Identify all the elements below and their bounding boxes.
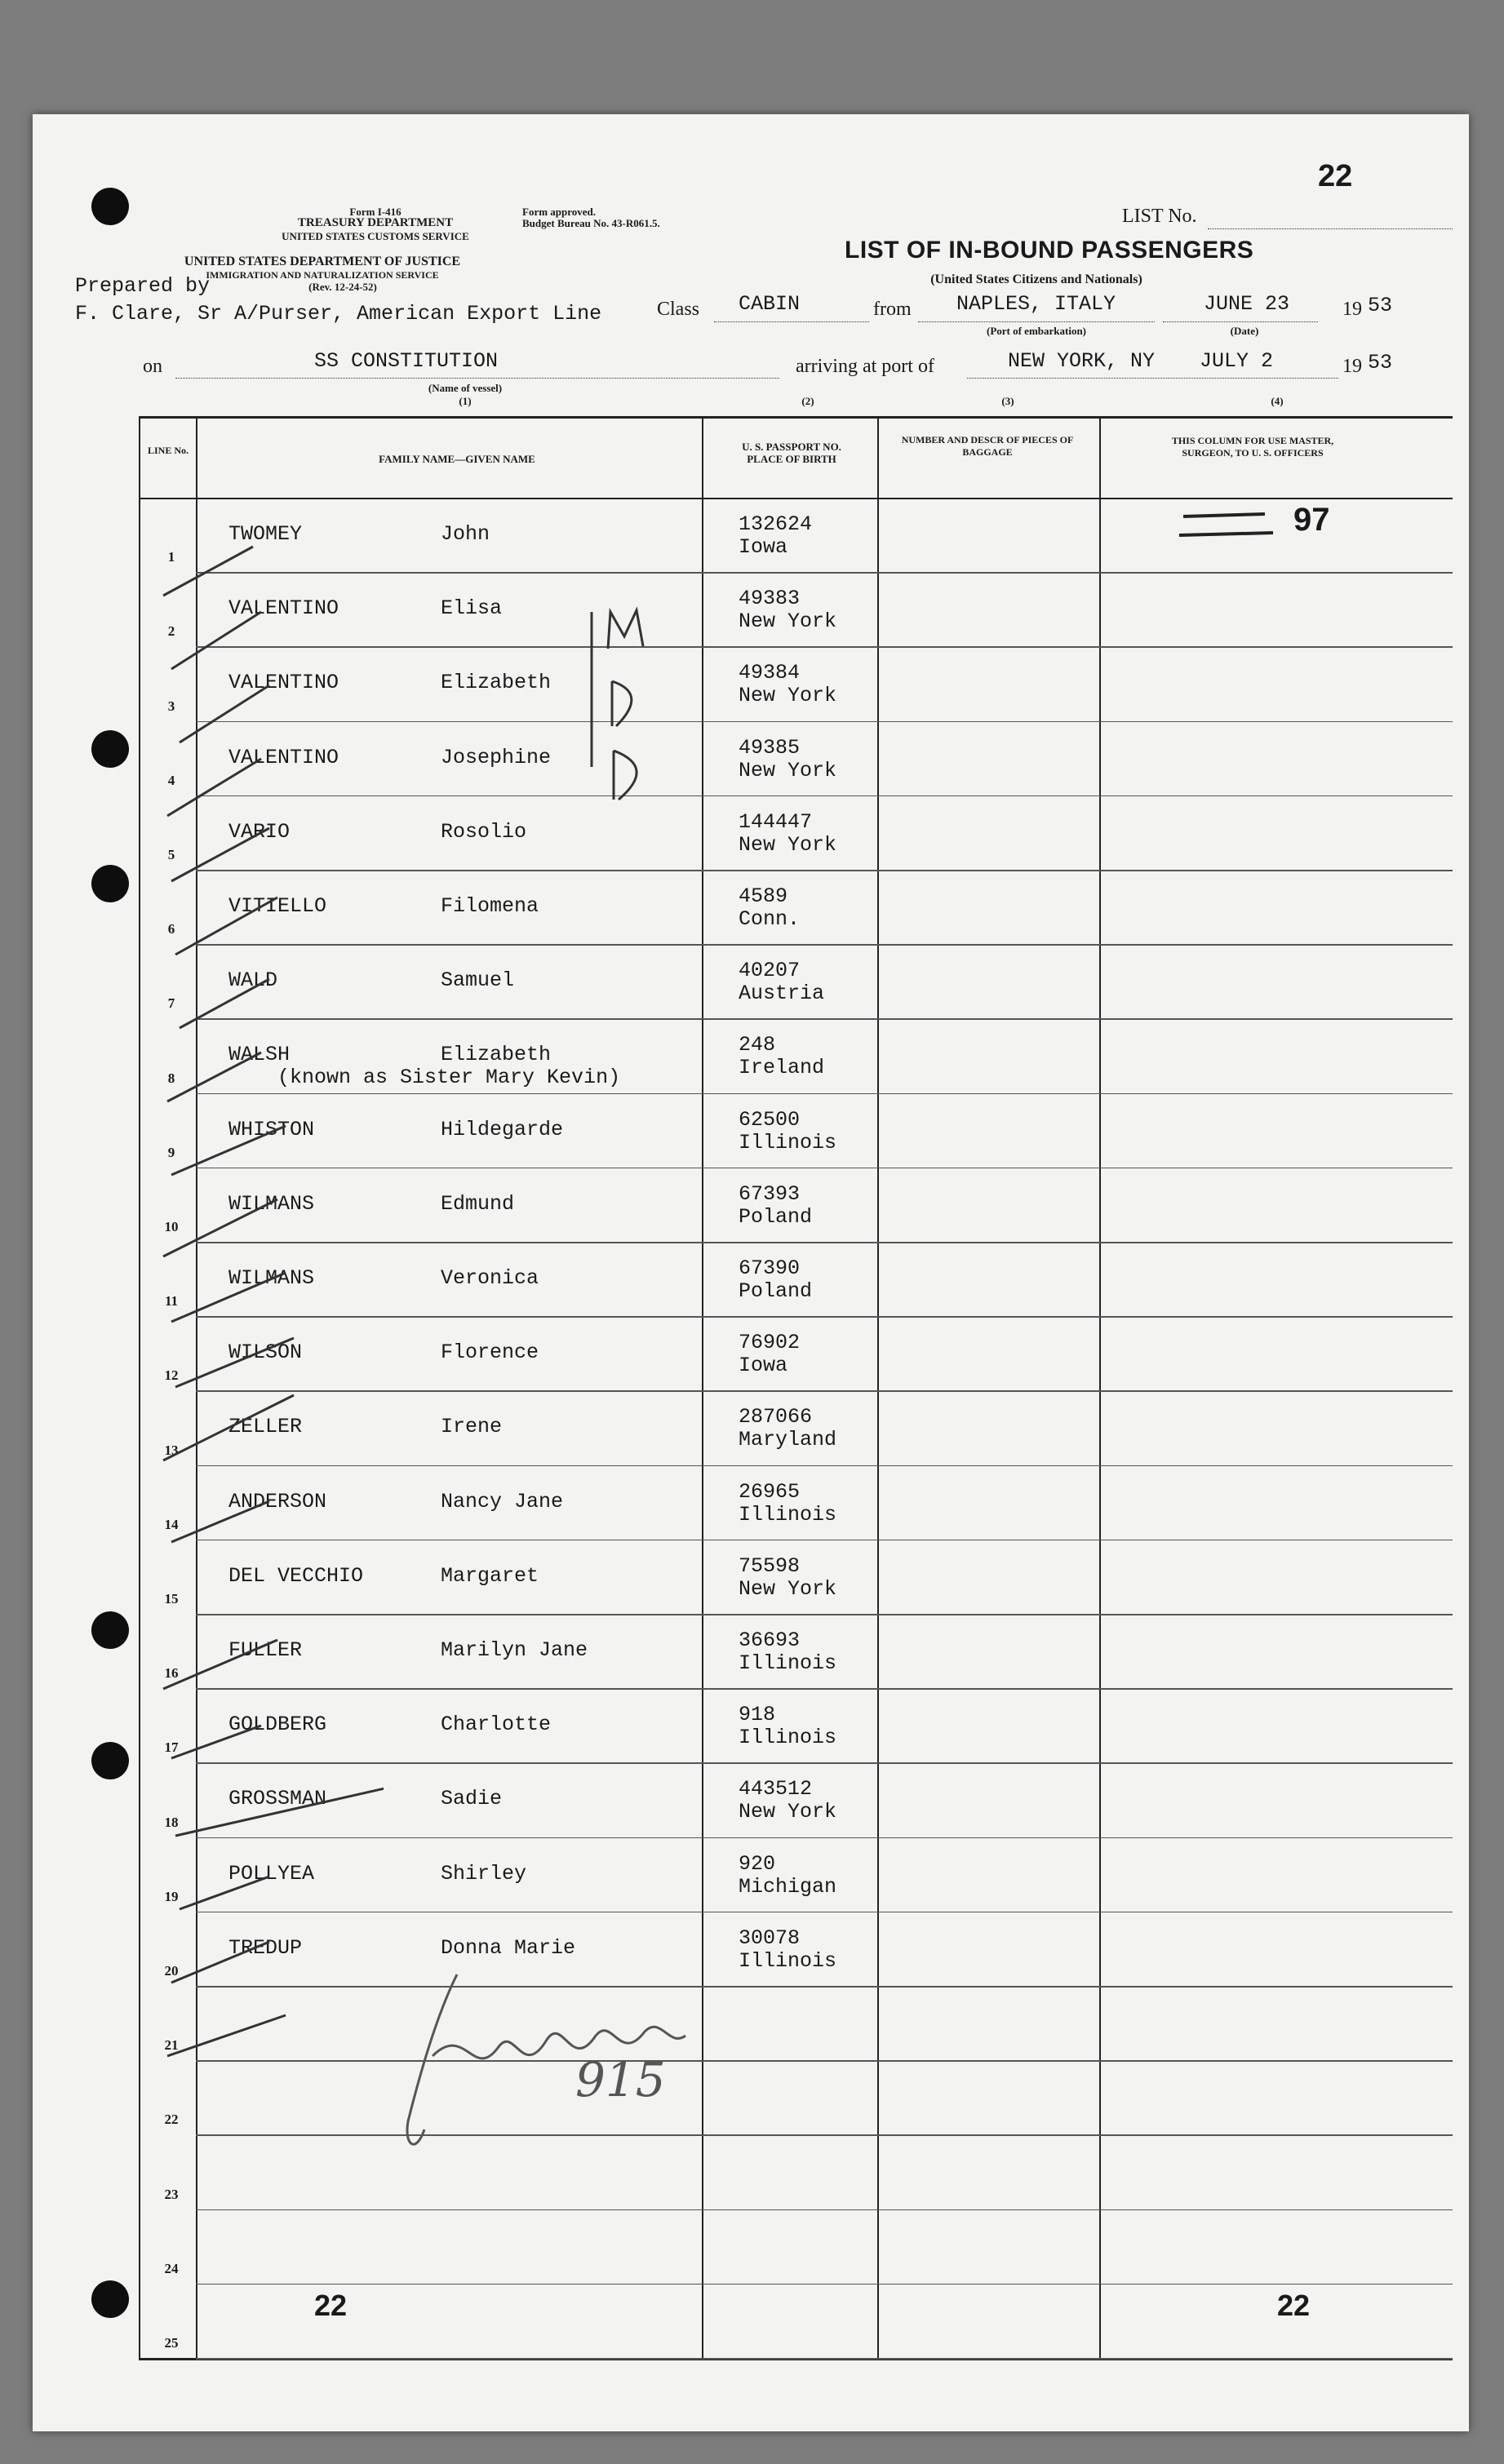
budget-bureau: Budget Bureau No. 43-R061.5. [522,217,660,229]
place-of-birth: Conn. [739,907,801,931]
from-label: from [873,299,912,320]
row-rule [196,870,1453,871]
place-of-birth: New York [739,758,837,782]
row-rule [196,1540,1453,1541]
prepared-by: F. Clare, Sr A/Purser, American Export Line [75,302,602,326]
from-value: NAPLES, ITALY [956,292,1116,316]
class-line [714,321,869,322]
check-marks [155,498,384,2113]
row-rule [196,1168,1453,1169]
treasury-dept: TREASURY DEPARTMENT [297,216,454,229]
given-name: Samuel [441,968,515,993]
row-rule [196,795,1453,797]
place-of-birth: Illinois [739,1502,837,1527]
arrival-year-suffix: 53 [1368,351,1393,374]
form-revision: (Rev. 12-24-52) [308,281,377,293]
arrival-port: NEW YORK, NY [1008,349,1156,373]
place-of-birth: Iowa [739,1354,788,1378]
given-name: Edmund [441,1191,515,1216]
row-rule [196,1614,1453,1615]
place-of-birth: Illinois [739,1726,837,1750]
given-name: Irene [441,1415,503,1439]
row-line-number: 10 [164,1219,179,1234]
given-name: Marilyn Jane [441,1638,588,1662]
row-line-number: 7 [167,995,175,1012]
row-rule [196,944,1453,946]
row-line-number: 4 [167,772,175,788]
given-name: Florence [441,1341,539,1365]
count-total: 97 [1293,502,1330,538]
family-name: GROSSMAN [228,1787,327,1811]
row-line-number: 13 [164,1442,179,1458]
family-name: GOLDBERG [228,1713,327,1737]
ins-service: IMMIGRATION AND NATURALIZATION SERVICE [206,269,439,281]
from-line [918,321,1155,322]
date-value: JUNE 23 [1204,292,1290,316]
place-of-birth: Iowa [739,535,788,559]
row-line-number: 19 [164,1888,179,1904]
vessel-line [175,378,779,379]
col3-caption: (3) [1001,395,1014,407]
passport-number: 67393 [739,1181,801,1206]
place-of-birth: New York [739,1800,837,1824]
year-suffix: 53 [1368,294,1393,317]
row-line-number: 18 [164,1814,179,1830]
col-line-passport [877,416,879,2360]
family-name: FULLER [228,1638,303,1662]
place-of-birth: Maryland [739,1428,837,1452]
passport-number: 26965 [739,1479,801,1504]
passport-number: 76902 [739,1331,801,1355]
given-name: Donna Marie [441,1935,576,1960]
family-name: WALSH [228,1043,291,1067]
col1-caption: (1) [459,395,472,407]
row-line-number: 3 [167,698,175,714]
header-officers: THIS COLUMN FOR USE MASTER, SURGEON, TO U. S. OFFICERS [1171,435,1334,459]
family-name: POLLYEA [228,1861,315,1886]
given-name: John [441,522,490,546]
arrival-year-prefix: 19 [1342,356,1362,377]
family-name: WILSON [228,1341,303,1365]
place-of-birth: Michigan [739,1874,837,1899]
given-name: Sadie [441,1787,503,1811]
col4-caption: (4) [1271,395,1284,407]
row-line-number: 11 [164,1293,179,1310]
place-of-birth: Illinois [739,1948,837,1973]
passport-number: 49384 [739,661,801,685]
port-caption: (Port of embarkation) [986,325,1087,337]
list-no-label: LIST No. [1122,206,1197,227]
given-name: Elizabeth [441,671,552,695]
row-rule [196,1837,1453,1839]
place-of-birth: New York [739,609,837,634]
arrival-date: JULY 2 [1200,349,1274,373]
class-value: CABIN [739,292,801,316]
header-name: FAMILY NAME—GIVEN NAME [379,453,535,465]
family-name: TWOMEY [228,522,303,546]
handwritten-mdd-mark [579,604,669,808]
row-line-number: 17 [164,1739,179,1756]
row-rule [196,1762,1453,1764]
punch-hole [91,730,129,768]
customs-service: UNITED STATES CUSTOMS SERVICE [282,230,469,242]
punch-hole [91,2280,129,2318]
arriving-label: arriving at port of [796,356,934,377]
family-name: WHISTON [228,1117,315,1141]
row-line-number: 23 [164,2186,179,2202]
row-rule [196,572,1453,574]
family-name: VARIO [228,819,291,844]
row-line-number: 1 [167,549,175,565]
vessel-name: SS CONSTITUTION [314,349,499,373]
passport-number: 75598 [739,1553,801,1578]
given-name: Shirley [441,1861,527,1886]
passport-number: 49385 [739,735,801,760]
footer-page-number-right: 22 [1277,2289,1311,2322]
passport-number: 443512 [739,1777,813,1801]
given-name: Veronica [441,1266,539,1290]
row-line-number: 20 [164,1963,179,1979]
punch-hole [91,1611,129,1649]
row-line-number: 22 [164,2112,179,2128]
passport-number: 248 [739,1033,776,1057]
port-line [967,378,1338,379]
given-name: Charlotte [441,1713,552,1737]
row-line-number: 5 [167,847,175,862]
given-name: Josephine [441,745,552,769]
row-line-number: 8 [167,1070,175,1086]
place-of-birth: Illinois [739,1651,837,1675]
col2-caption: (2) [801,395,814,407]
family-name: ZELLER [228,1415,303,1439]
row-line-number: 12 [164,1367,179,1384]
row-line-number: 9 [167,1144,175,1160]
footer-page-number-left: 22 [314,2289,348,2322]
on-label: on [143,356,162,377]
row-rule [196,1912,1453,1913]
given-name: Margaret [441,1563,539,1588]
punch-hole [91,1742,129,1779]
row-rule [196,1688,1453,1690]
date-caption: (Date) [1230,325,1259,337]
family-name: DEL VECCHIO [228,1563,364,1588]
given-name: Filomena [441,894,539,918]
place-of-birth: New York [739,832,837,857]
class-label: Class [657,299,700,320]
passport-number: 918 [739,1703,776,1727]
row-rule [196,1390,1453,1392]
row-rule [196,1093,1453,1095]
row-line-number: 6 [167,921,175,937]
handwritten-signature [375,1958,743,2203]
row-rule [196,1465,1453,1467]
place-of-birth: Austria [739,982,825,1006]
vessel-caption: (Name of vessel) [428,382,503,394]
family-name: VALENTINO [228,745,339,769]
passport-number: 62500 [739,1107,801,1132]
row-line-number: 21 [164,2037,179,2054]
header-passport: U. S. PASSPORT NO. PLACE OF BIRTH [742,441,841,465]
year-prefix: 19 [1342,299,1362,320]
form-approved: Form approved. [522,206,597,218]
place-of-birth: New York [739,684,837,708]
passport-number: 67390 [739,1256,801,1280]
row-line-number: 2 [167,623,175,640]
passport-number: 287066 [739,1405,813,1429]
page-number: 22 [1318,159,1353,193]
col-line-baggage [1099,416,1101,2360]
justice-dept: UNITED STATES DEPARTMENT OF JUSTICE [184,255,461,268]
table-top-rule [139,416,1453,419]
row-line-number: 14 [164,1516,179,1532]
row-line-number: 24 [164,2260,179,2276]
passport-number: 132624 [739,512,813,536]
name-note: (known as Sister Mary Kevin) [277,1066,621,1090]
row-rule [196,2284,1453,2285]
manifest-sheet [33,114,1469,2431]
given-name: Elizabeth [441,1043,552,1067]
punch-hole [91,865,129,902]
prepared-label: Prepared by [75,274,211,298]
family-name: VALENTINO [228,671,339,695]
row-rule [196,2209,1453,2211]
row-rule [196,1242,1453,1243]
punch-hole [91,188,129,225]
row-line-number: 25 [164,2335,179,2351]
header-line-no: LINE No. [147,445,189,456]
header-baggage: NUMBER AND DESCR OF PIECES OF BAGGAGE [901,434,1074,458]
col-line-left [139,416,140,2360]
form-subtitle: (United States Citizens and Nationals) [930,273,1142,286]
family-name: TREDUP [228,1935,303,1960]
passport-number: 144447 [739,809,813,834]
form-number: Form I-416 [349,206,402,218]
given-name: Nancy Jane [441,1489,564,1513]
family-name: VALENTINO [228,596,339,621]
row-line-number: 15 [164,1591,179,1606]
passport-number: 49383 [739,587,801,611]
list-no-line [1208,228,1453,229]
given-name: Rosolio [441,819,527,844]
row-rule [196,1316,1453,1318]
date-line [1163,321,1318,322]
handwritten-915: 915 [575,2052,666,2107]
family-name: ANDERSON [228,1489,327,1513]
family-name: WILMANS [228,1266,315,1290]
row-rule [196,721,1453,723]
form-title: LIST OF IN-BOUND PASSENGERS [845,237,1254,264]
passport-number: 40207 [739,959,801,983]
family-name: WALD [228,968,278,993]
passport-number: 920 [739,1851,776,1876]
place-of-birth: Poland [739,1204,813,1229]
given-name: Hildegarde [441,1117,564,1141]
tally-marks [1167,504,1289,553]
place-of-birth: Illinois [739,1130,837,1154]
family-name: VITIELLO [228,894,327,918]
row-rule [196,646,1453,648]
row-rule [196,1018,1453,1020]
place-of-birth: New York [739,1576,837,1601]
place-of-birth: Poland [739,1279,813,1303]
family-name: WILMANS [228,1191,315,1216]
passport-number: 30078 [739,1926,801,1950]
given-name: Elisa [441,596,503,621]
passport-number: 36693 [739,1629,801,1652]
row-rule [196,2358,1453,2360]
passport-number: 4589 [739,884,788,908]
row-line-number: 16 [164,1665,179,1682]
place-of-birth: Ireland [739,1056,825,1080]
